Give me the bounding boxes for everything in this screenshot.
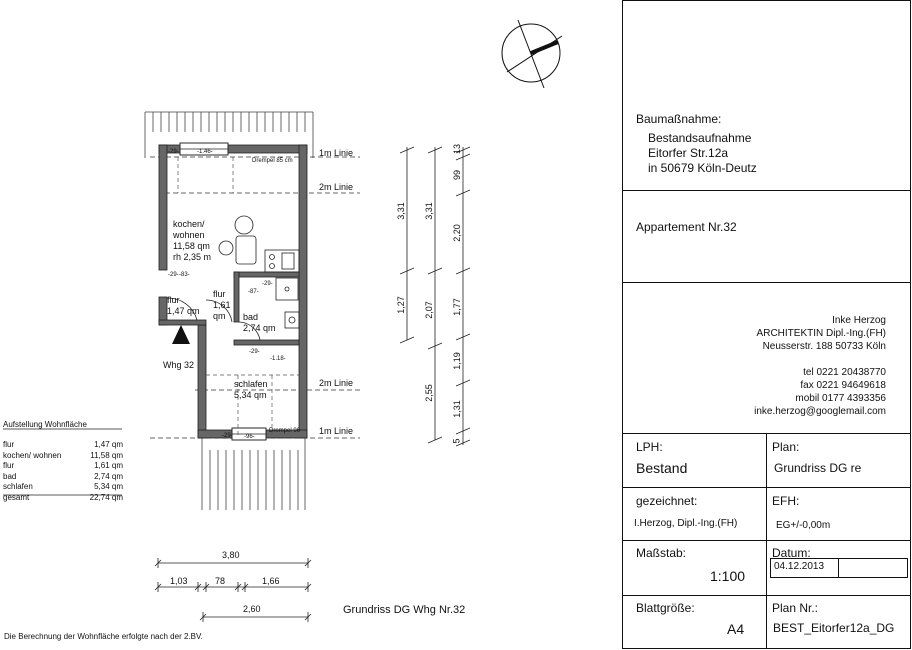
apartment-label: Whg 32 xyxy=(163,360,195,370)
efh-label: EFH: xyxy=(772,494,800,508)
drempel-label-top: Drempel 85 cm xyxy=(252,158,293,164)
vdim-col3-4: 1,77 xyxy=(451,298,462,316)
list-item xyxy=(3,440,123,451)
area-list-title: Aufstellung Wohnfläche xyxy=(3,420,87,429)
vdim-col2-1: 3,31 xyxy=(423,202,434,220)
efh-value: EG+/-0,00m xyxy=(776,520,831,531)
project-line: in 50679 Köln-Deutz xyxy=(648,161,757,175)
hdim-row1-1: 3,80 xyxy=(222,550,240,560)
vdim-col1-2: 1,27 xyxy=(395,296,406,314)
room-label-flur-mid xyxy=(213,289,231,322)
baumassnahme-label: Baumaßnahme: xyxy=(636,112,722,126)
room-name: wohnen xyxy=(173,230,205,240)
blattgroesse-label: Blattgröße: xyxy=(636,601,695,615)
area-name: kochen/ wohnen xyxy=(3,450,62,460)
room-name: flur xyxy=(167,295,180,305)
plan-value: Grundriss DG re xyxy=(774,461,862,475)
hdim-row2-3: 1,66 xyxy=(262,576,280,586)
hdim-row2-1: 1,03 xyxy=(170,576,188,586)
architect-fax: fax 0221 94649618 xyxy=(800,380,886,391)
project-line: Bestandsaufnahme xyxy=(648,131,752,145)
hdim-row2-2: 78 xyxy=(215,576,226,586)
room-area-unit: qm xyxy=(213,311,226,321)
hdim-row3-1: 2,60 xyxy=(243,604,261,614)
date-box-divider xyxy=(838,558,839,578)
bad-dim-a: -87- xyxy=(248,289,259,295)
bad-dim-c: -29- xyxy=(249,349,260,355)
window-dim-c: -29- xyxy=(222,433,233,439)
door-dim-b: -83- xyxy=(179,272,190,278)
door-dim-a: -29- xyxy=(168,272,179,278)
massstab-label: Maßstab: xyxy=(636,546,687,560)
appartement-label: Appartement Nr.32 xyxy=(636,220,737,234)
title-block-divider xyxy=(622,282,911,283)
area-value: 11,58 qm xyxy=(90,450,123,460)
plannr-label: Plan Nr.: xyxy=(772,601,819,615)
architect-mobil: mobil 0177 4393356 xyxy=(795,393,886,404)
room-name: kochen/ xyxy=(173,219,205,229)
room-name: flur xyxy=(213,289,226,299)
area-total-value: 22,74 qm xyxy=(89,492,123,502)
datum-value: 04.12.2013 xyxy=(774,561,825,572)
architect-tel: tel 0221 20438770 xyxy=(803,367,886,378)
area-total-label: gesamt xyxy=(3,492,30,502)
room-area: 1,61 xyxy=(213,300,231,310)
list-item-total xyxy=(3,493,123,504)
apartment-marker-icon xyxy=(172,325,190,344)
vdim-col3-7: 5 xyxy=(451,438,462,444)
area-value: 5,34 qm xyxy=(94,482,123,492)
architect-email: inke.herzog@googlemail.com xyxy=(754,406,886,417)
area-value: 1,47 qm xyxy=(94,440,123,449)
footnote: Die Berechnung der Wohnfläche erfolgte nach der 2.BV. xyxy=(4,632,203,641)
horizontal-dimensions xyxy=(155,558,311,622)
area-value: 2,74 qm xyxy=(94,471,123,481)
window-dim-b: -1.46- xyxy=(197,149,213,155)
blattgroesse-value: A4 xyxy=(727,621,745,637)
massstab-value: 1:100 xyxy=(710,568,746,584)
line-label-1m-bottom: 1m Linie xyxy=(319,426,354,436)
project-info xyxy=(648,131,757,176)
lph-label: LPH: xyxy=(636,440,663,454)
vdim-col2-2: 2,07 xyxy=(423,301,434,319)
vdim-col3-6: 1,31 xyxy=(451,400,462,418)
bad-dim-d: -1.18- xyxy=(270,356,286,362)
vdim-col1-1: 3,31 xyxy=(395,202,406,220)
bad-dim-b: -29- xyxy=(262,281,273,287)
vdim-col3-2: 99 xyxy=(452,169,463,181)
title-block-divider-vertical xyxy=(766,433,767,649)
list-item xyxy=(3,451,123,462)
architect-block xyxy=(700,314,886,418)
room-area: 5,34 qm xyxy=(234,390,267,400)
area-name: bad xyxy=(3,471,17,481)
project-line: Eitorfer Str.12a xyxy=(648,146,729,160)
vdim-col3-1: 13 xyxy=(452,143,463,155)
area-name: flur xyxy=(3,461,15,471)
list-item xyxy=(3,472,123,483)
room-name: schlafen xyxy=(234,379,268,389)
drempel-label-bottom: Drempel 96 xyxy=(269,428,301,434)
room-area: 1,47 qm xyxy=(167,306,200,316)
lph-value: Bestand xyxy=(636,460,688,476)
title-block-divider xyxy=(622,190,911,191)
room-label-bad xyxy=(243,312,276,334)
gezeichnet-label: gezeichnet: xyxy=(636,494,698,508)
drawing-caption: Grundriss DG Whg Nr.32 xyxy=(343,604,466,616)
north-arrow-icon xyxy=(502,20,562,88)
roof-hatching-bottom xyxy=(202,438,305,510)
window-dim-a: -29- xyxy=(168,149,179,155)
vdim-col2-3: 2,55 xyxy=(423,384,434,402)
window-dim-d: -96- xyxy=(244,434,255,440)
area-list xyxy=(3,440,123,504)
datum-label: Datum: xyxy=(772,546,811,560)
line-label-1m-top: 1m Linie xyxy=(319,148,354,158)
area-name: schlafen xyxy=(3,482,33,492)
vdim-col3-5: 1,19 xyxy=(451,352,462,370)
line-label-2m-bottom: 2m Linie xyxy=(319,378,354,388)
plan-label: Plan: xyxy=(772,440,800,454)
list-item xyxy=(3,482,123,493)
area-name: flur xyxy=(3,440,15,449)
room-height: rh 2,35 m xyxy=(173,252,212,262)
architect-address: Neusserstr. 188 50733 Köln xyxy=(762,341,886,352)
list-item xyxy=(3,461,123,472)
area-value: 1,61 qm xyxy=(94,461,123,471)
architect-name: Inke Herzog xyxy=(832,315,886,326)
plannr-value: BEST_Eitorfer12a_DG xyxy=(773,621,895,635)
line-label-2m-top: 2m Linie xyxy=(319,182,354,192)
room-name: bad xyxy=(243,312,259,322)
gezeichnet-value: I.Herzog, Dipl.-Ing.(FH) xyxy=(634,518,738,529)
room-label-flur-left xyxy=(167,295,200,317)
vdim-col3-3: 2,20 xyxy=(451,224,462,242)
room-area: 2,74 qm xyxy=(243,323,276,333)
room-area: 11,58 qm xyxy=(173,241,210,251)
room-label-kochen xyxy=(173,219,211,263)
room-label-schlafen xyxy=(234,379,268,401)
architect-title: ARCHITEKTIN Dipl.-Ing.(FH) xyxy=(756,328,886,339)
